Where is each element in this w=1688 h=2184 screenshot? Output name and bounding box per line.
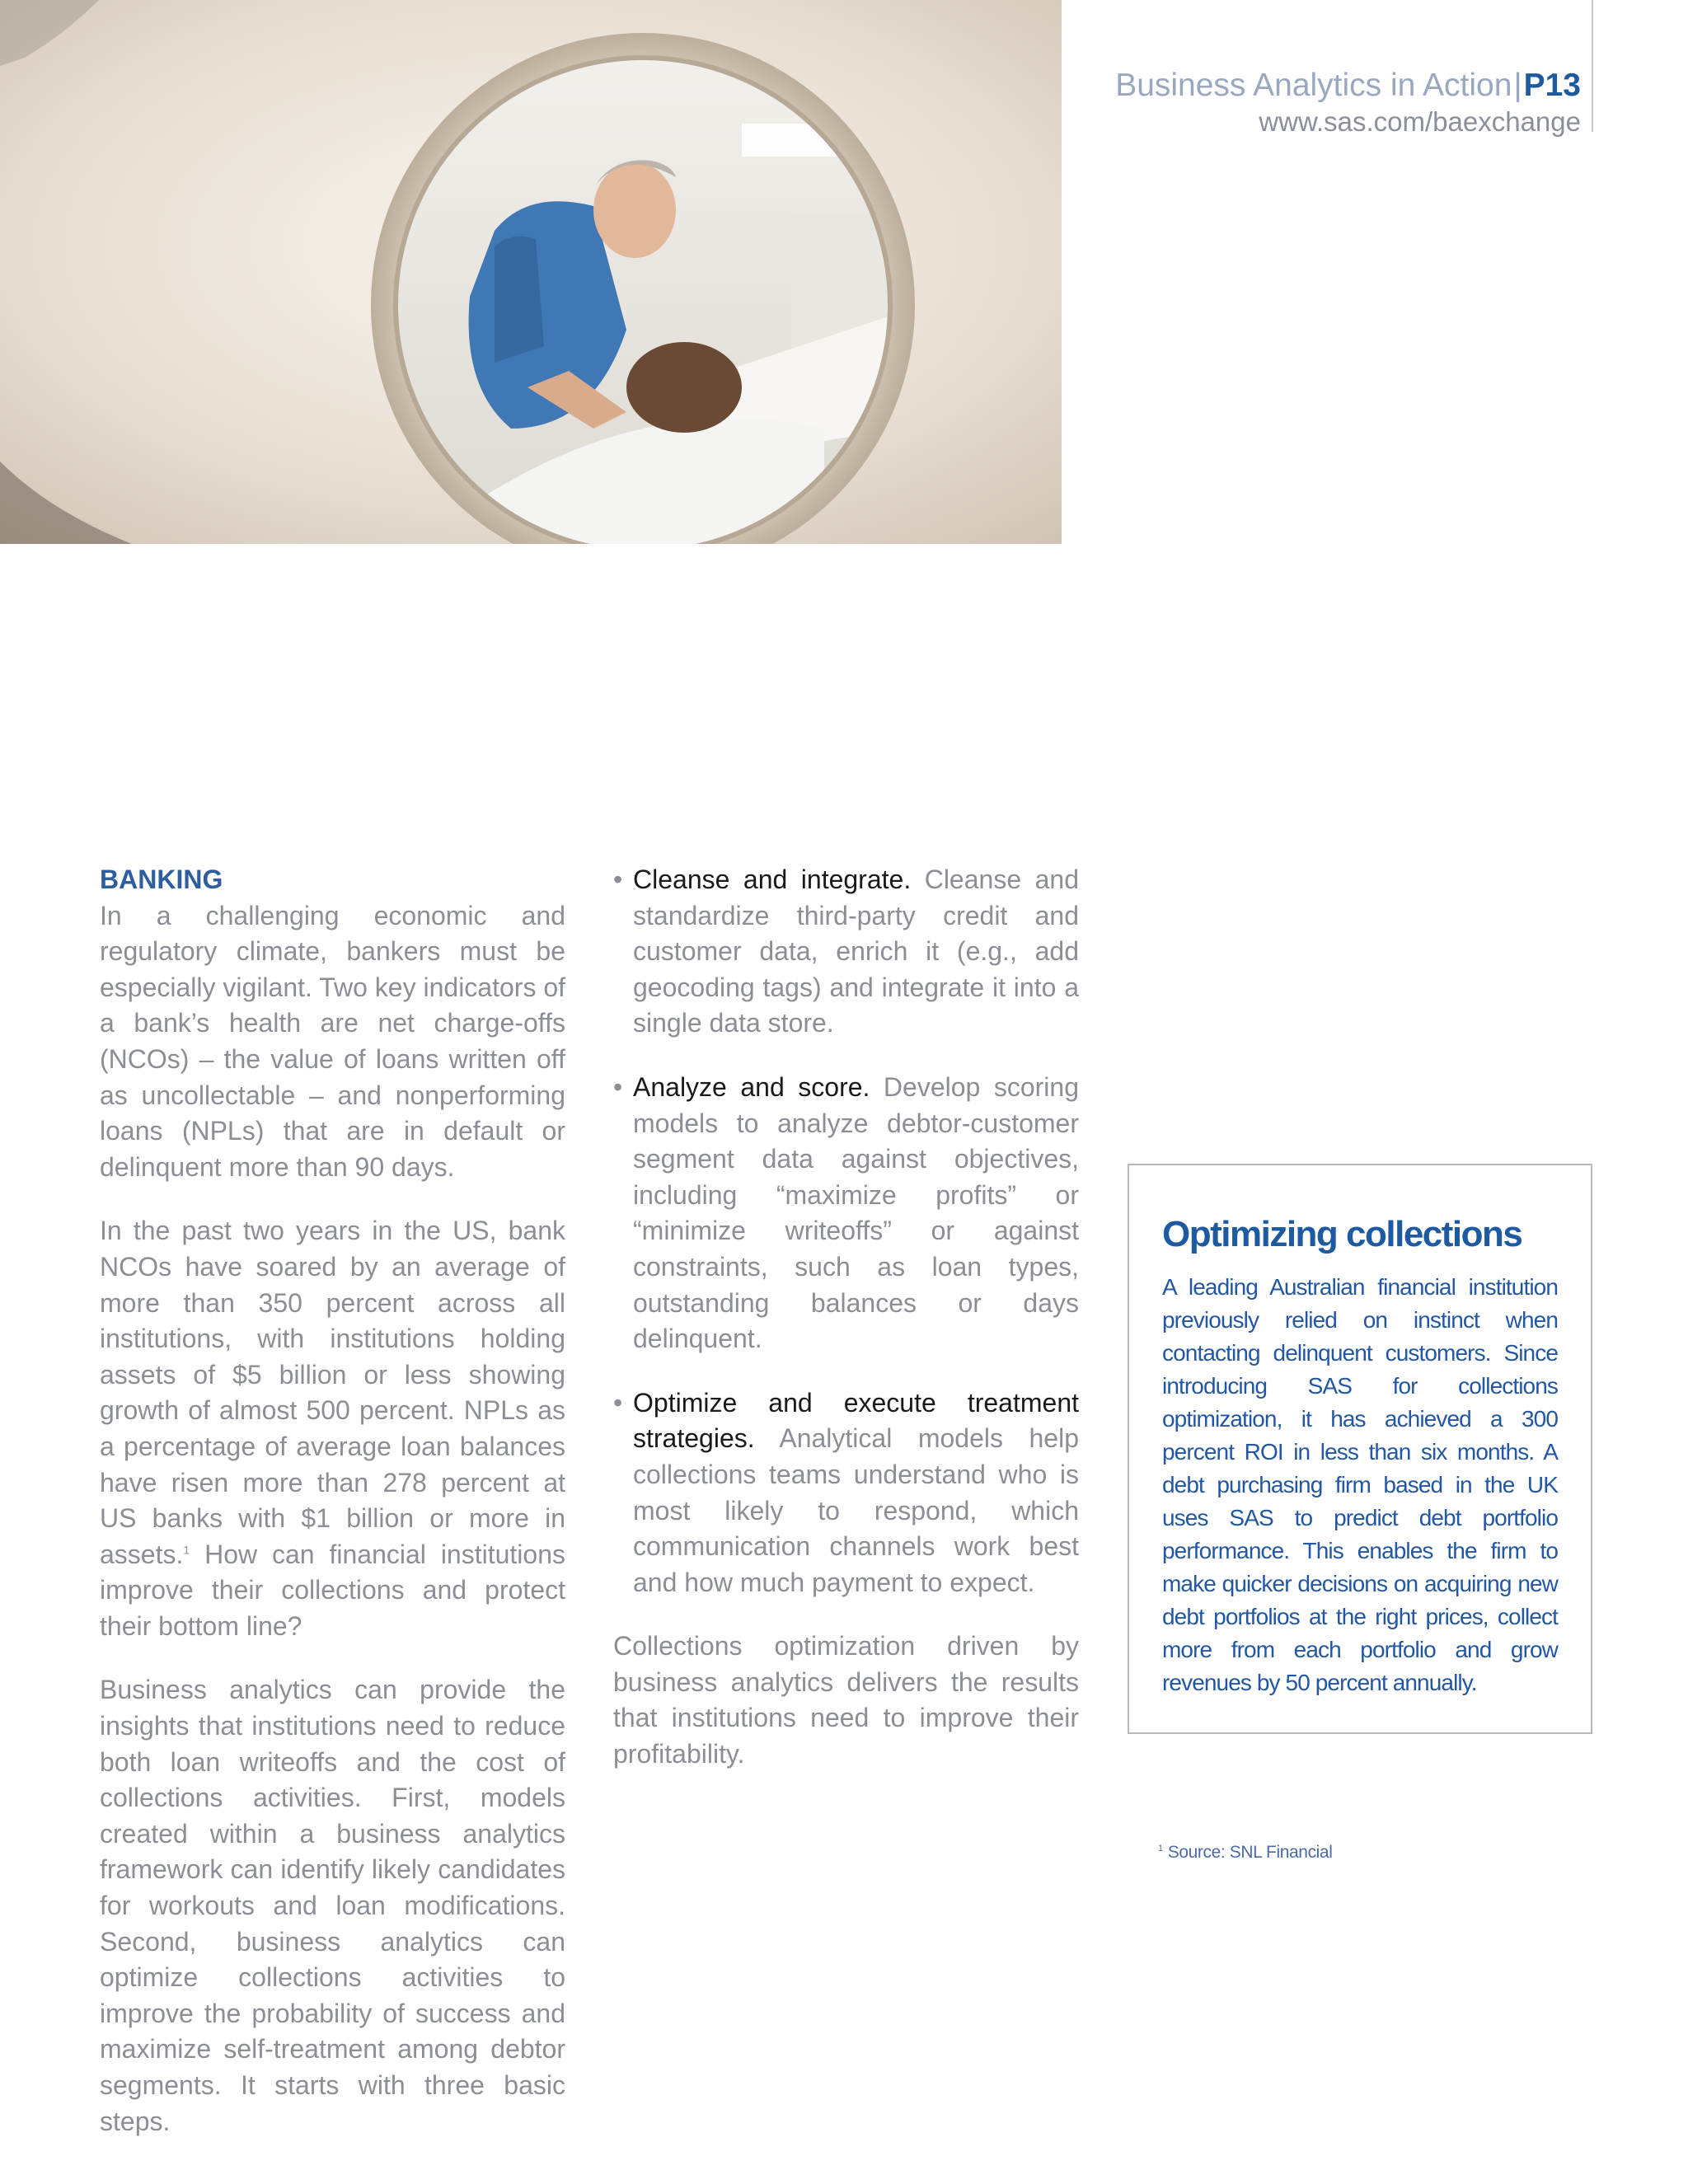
footnote: [1158, 1843, 1332, 1863]
step-title: Cleanse and integrate.: [633, 865, 912, 894]
bullet-icon: •: [613, 865, 623, 894]
header-separator: |: [1513, 68, 1522, 103]
step-title: Analyze and score.: [633, 1071, 870, 1102]
paragraph-solution: Business analytics can provide the insights that institutions need to reduce both loan writeoffs and the cost of collections activities. First, models created within a business analytics framework can identify likely candidates for workouts and loan modifications. Second, business analytics can optimize collections activities to improve the probability of success and maximize self-treatment among debtor segments. It starts with three basic steps.: [100, 1675, 565, 2136]
publication-url[interactable]: www.sas.com/baexchange: [1259, 106, 1581, 137]
paragraph-intro: In a challenging economic and regulatory climate, bankers must be especially vigilant. Two key indicators of a bank’s health are net charge-offs (NCOs) – the value of loans written off as uncollectable – and nonperforming loans (NPLs) that are in default or delinquent more than 90 days.: [100, 900, 566, 1182]
bullet-icon: •: [613, 1387, 623, 1418]
header-divider: [1592, 0, 1593, 132]
page-number: P13: [1523, 68, 1581, 103]
steps-list: [613, 862, 1079, 1601]
publication-header: [1115, 66, 1581, 105]
list-item: [613, 862, 1079, 1042]
publication-title: Business Analytics in Action: [1115, 68, 1512, 103]
paragraph-statistics: [100, 1213, 565, 1644]
section-heading-banking: BANKING: [100, 865, 223, 894]
step-description: Cleanse and standardize third-party credit and customer data, enrich it (e.g., add geocoding tags) and integrate it into a single data store.: [633, 865, 1080, 1038]
step-title: Optimize and execute treatment strategies.: [633, 1387, 1079, 1454]
footnote-text: Source: SNL Financial: [1167, 1843, 1333, 1862]
sidebar-title: Optimizing collections: [1162, 1214, 1522, 1254]
scanner-photo: [0, 0, 1062, 544]
list-item: [613, 1385, 1079, 1601]
footnote-reference[interactable]: 1: [183, 1543, 190, 1557]
middle-column: [613, 862, 1079, 1801]
list-item: [613, 1070, 1079, 1357]
left-column: [100, 862, 565, 2168]
paragraph-statistics-text: In the past two years in the US, bank NCOs have soared by an average of more than 350 percent across all institutions, with institutions holding assets of $5 billion or less showing growth of almost 500 percent. NPLs as a percentage of average loan balances have risen more than 278 percent at US banks with $1 billion or more in assets.: [100, 1216, 565, 1569]
paragraph-statistics-question: How can financial institutions improve their collections and protect their bottom line?: [100, 1539, 565, 1641]
sidebar-body: A leading Australian financial institution previously relied on instinct when contacting delinquent customers. Since introducing SAS for collections optimization, it has achieved a 300 percent ROI in less than six months. A debt purchasing firm based in the UK uses SAS to predict debt portfolio performance. This enables the firm to make quicker decisions on acquiring new debt portfolios at the right prices, collect more from each portfolio and grow revenues by 50 percent annually.: [1162, 1274, 1558, 1695]
step-description: Analytical models help collections teams understand who is most likely to respond, which communication channels work best and how much payment to expect.: [633, 1423, 1079, 1597]
bullet-icon: •: [613, 1071, 623, 1102]
step-description: Develop scoring models to analyze debtor-customer segment data against objectives, including “maximize profits” or “minimize writeoffs” or against constraints, such as loan types, outstanding balances or days delinquent.: [633, 1071, 1079, 1354]
footnote-marker: 1: [1158, 1844, 1163, 1854]
sidebar-box: [1128, 1164, 1592, 1734]
paragraph-conclusion: Collections optimization driven by business analytics delivers the results that institutions need to improve their profitability.: [613, 1631, 1079, 1769]
